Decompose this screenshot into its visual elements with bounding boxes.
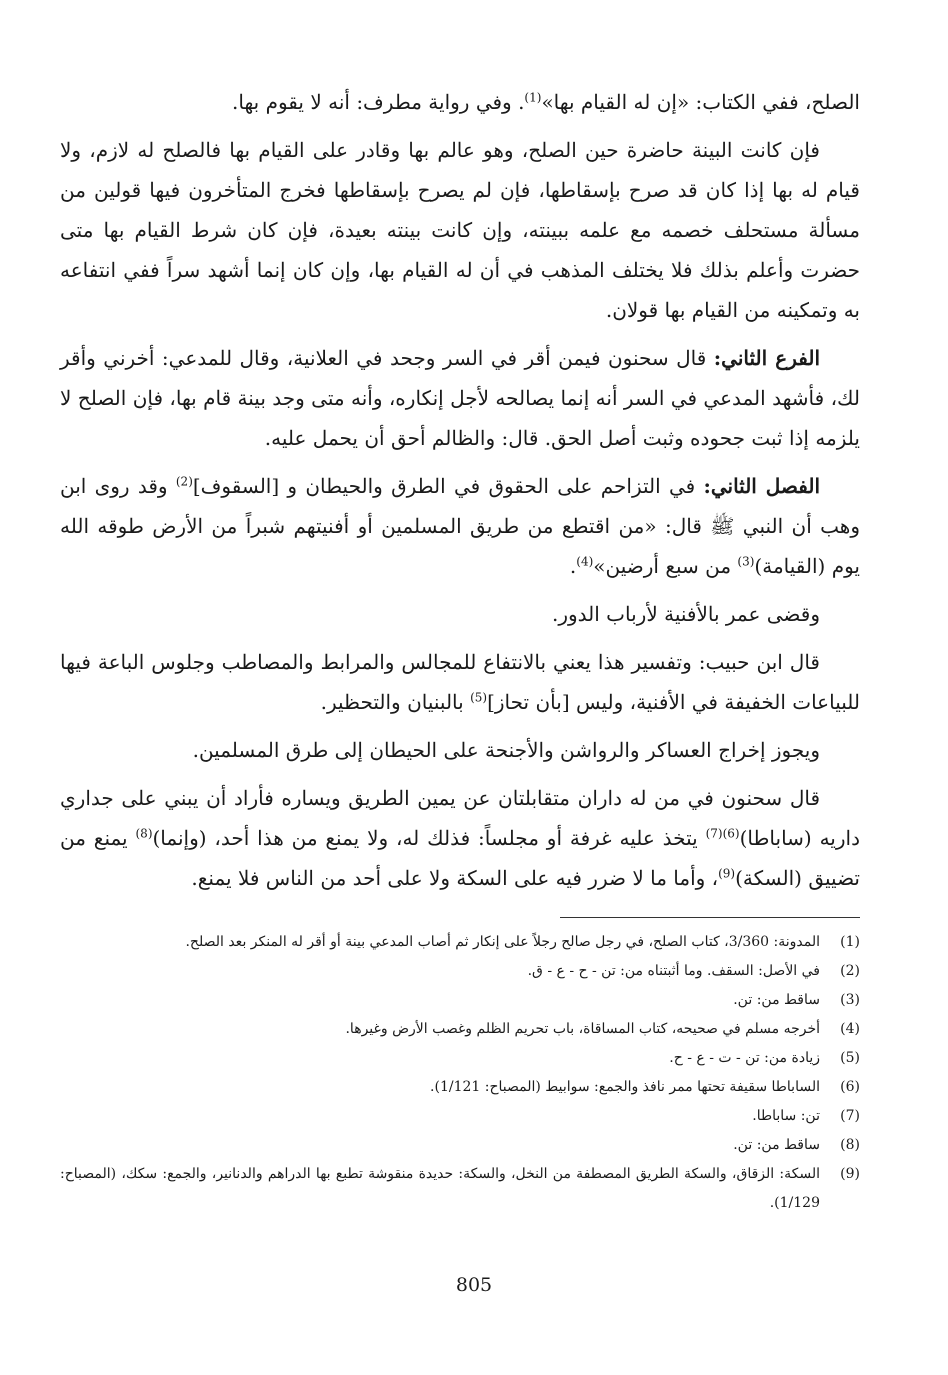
footnote-number: (7) <box>840 1108 860 1124</box>
footnote-text: الساباطا سقيفة تحتها ممر نافذ والجمع: سوابيط (المصباح: 1/121). <box>430 1079 820 1095</box>
footnote-ref-3: (3) <box>737 554 755 569</box>
footnote-4 <box>60 1015 860 1044</box>
footnote-5 <box>60 1044 860 1073</box>
paragraph-7-text-b: يتخذ عليه غرفة أو مجلساً: فذلك له، ولا يمنع من هذا أحد، (وإنما) <box>152 826 706 850</box>
footnote-9 <box>60 1160 860 1218</box>
footnote-number: (5) <box>840 1050 860 1066</box>
footnote-ref-1: (1) <box>524 90 542 105</box>
paragraph-1 <box>60 130 860 330</box>
footnote-number: (3) <box>840 992 860 1008</box>
footnote-2 <box>60 957 860 986</box>
footnote-ref-8: (8) <box>135 826 153 841</box>
paragraph-2 <box>60 338 860 458</box>
main-text <box>60 82 860 906</box>
page-number: 805 <box>455 1274 493 1296</box>
footnote-text: السكة: الزقاق، والسكة الطريق المصطفة من النخل، والسكة: حديدة منقوشة تطبع بها الدراهم والدنانير، والجمع: سكك، (المصباح: 1/129). <box>60 1166 820 1211</box>
paragraph-7 <box>60 778 860 898</box>
footnote-7 <box>60 1102 860 1131</box>
footnote-8 <box>60 1131 860 1160</box>
footnote-6 <box>60 1073 860 1102</box>
paragraph-7-text-c: يمنع من تضييق (السكة) <box>60 826 860 890</box>
paragraph-4 <box>60 594 860 634</box>
paragraph-2-text: قال سحنون فيمن أقر في السر وجحد في العلانية، وقال للمدعي: أخرني وأقر لك، فأشهد المدعي في السر أنه إنما يصالحه لأجل إنكاره، وأنه متى وجد بينة قام بها، فإن الصلح لا يلزمه إذا ثبت جحوده وثبت أصل الحق. قال: والظالم أحق أن يحمل عليه. <box>60 346 861 450</box>
footnote-number: (1) <box>840 934 860 950</box>
paragraph-4-text: وقضى عمر بالأفنية لأرباب الدور. <box>552 602 820 626</box>
footnote-number: (9) <box>840 1166 860 1182</box>
footnotes <box>60 928 860 1218</box>
section-heading-far-thani: الفرع الثاني: <box>713 346 820 370</box>
footnote-number: (2) <box>840 963 860 979</box>
paragraph-5-text-a: قال ابن حبيب: وتفسير هذا يعني بالانتفاع للمجالس والمرابط والمصاطب وجلوس الباعة فيها للبياعات الخفيفة في الأفنية، وليس [بأن تحاز] <box>60 650 860 714</box>
footnote-ref-5: (5) <box>470 690 488 705</box>
paragraph-3-text-d: . <box>569 554 577 578</box>
paragraph-3 <box>60 466 860 586</box>
footnote-number: (4) <box>840 1021 860 1037</box>
footnote-number: (8) <box>840 1137 860 1153</box>
footnote-ref-7: (7) <box>705 826 723 841</box>
paragraph-3-text-a: في التزاحم على الحقوق في الطرق والحيطان و [السقوف] <box>192 474 704 498</box>
paragraph-3-text-c: من سبع أرضين» <box>593 554 738 578</box>
footnote-text: زيادة من: تن - ت - ع - ح. <box>669 1050 820 1066</box>
footnote-separator <box>560 917 860 918</box>
paragraph-3-text-b: وقد روى ابن وهب أن النبي ﷺ قال: «من اقتطع من طريق المسلمين أو أفنيتهم شبراً من الأرض طوقه الله يوم (القيامة) <box>60 474 860 578</box>
paragraph-7-text-d: ، وأما ما لا ضرر فيه على السكة ولا على أحد من الناس فلا يمنع. <box>191 866 719 890</box>
section-heading-fasl-thani: الفصل الثاني: <box>703 474 821 498</box>
paragraph-6-text: ويجوز إخراج العساكر والرواشن والأجنحة على الحيطان إلى طرق المسلمين. <box>192 738 820 762</box>
paragraph-5 <box>60 642 860 722</box>
footnote-ref-6: (6) <box>722 826 740 841</box>
paragraph-5-text-b: بالبنيان والتحظير. <box>320 690 471 714</box>
footnote-number: (6) <box>840 1079 860 1095</box>
footnote-text: ساقط من: تن. <box>733 992 820 1008</box>
paragraph-6 <box>60 730 860 770</box>
footnote-text: ساقط من: تن. <box>733 1137 820 1153</box>
footnote-text: المدونة: 3/360، كتاب الصلح، في رجل صالح رجلاً على إنكار ثم أصاب المدعي بينة أو أقر له المنكر بعد الصلح. <box>185 934 820 950</box>
footnote-1 <box>60 928 860 957</box>
footnote-3 <box>60 986 860 1015</box>
footnote-ref-2: (2) <box>175 474 193 489</box>
paragraph-1-text: فإن كانت البينة حاضرة حين الصلح، وهو عالم بها وقادر على القيام بها فالصلح له لازم، ولا قيام له بها إذا كان قد صرح بإسقاطها، فإن لم يصرح بإسقاطها فخرج المتأخرون فيها قولين من مسألة مستحلف خصمه مع علمه ببينته، وإن كانت بينته بعيدة، فإن كان شرط القيام بها متى حضرت وأعلم بذلك فلا يختلف المذهب في أن له القيام بها، وإن كان إنما أشهد سراً ففي انتفاعه به وتمكينه من القيام بها قولان. <box>60 138 861 322</box>
paragraph-0 <box>60 82 860 122</box>
paragraph-0-text-a: الصلح، ففي الكتاب: «إن له القيام بها» <box>541 90 860 114</box>
footnote-text: أخرجه مسلم في صحيحه، كتاب المساقاة، باب تحريم الظلم وغصب الأرض وغيرها. <box>345 1021 820 1037</box>
footnote-text: تن: ساباطا. <box>752 1108 820 1124</box>
paragraph-0-text-b: . وفي رواية مطرف: أنه لا يقوم بها. <box>232 90 525 114</box>
footnote-ref-4: (4) <box>576 554 594 569</box>
footnote-text: في الأصل: السقف. وما أثبتناه من: تن - ح - ع - ق. <box>527 963 820 979</box>
paragraph-7-text-a: قال سحنون في من له داران متقابلتان عن يمين الطريق ويساره فأراد أن يبني على جداري داريه (ساباطا) <box>60 786 860 850</box>
footnote-ref-9: (9) <box>718 866 736 881</box>
